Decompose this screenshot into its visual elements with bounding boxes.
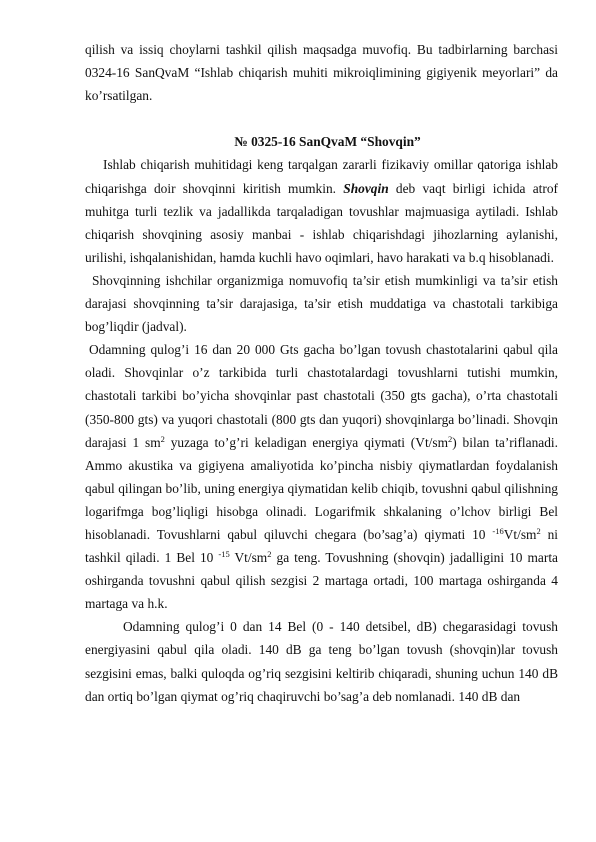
paragraph-noise-effect: Shovqinning ishchilar organizmiga nomuvofiq ta’sir etish mumkinligi va ta’sir etish darajasi shovqinning ta’sir darajasiga, ta’sir etish muddatiga va chastotali tarkibiga bog’liqdir (jadval). bbox=[85, 272, 558, 335]
document-page bbox=[85, 38, 558, 708]
superscript: 2 bbox=[160, 433, 165, 444]
paragraph-text: Ishlab chiqarish muhitidagi keng tarqalgan zararli fizikaviy omillar qatoriga ishlab chiqarishga doir shovqinni kiritish mumkin. bbox=[85, 157, 558, 196]
paragraph-frequency bbox=[85, 338, 558, 615]
section-heading: № 0325-16 SanQvaM “Shovqin” bbox=[234, 134, 421, 150]
paragraph-text: deb vaqt birligi ichida atrof muhitga turli tezlik va jadallikda tarqaladigan tovushlar majmuasiga aytiladi. Ishlab chiqarish shovqining asosiy manbai - ishlab chiqarishdagi jihozlarning aylanishi, urilishi, ishqalanishidan, hamda kuchli havo oqimlari, havo harakati va b.q hisoblanadi. bbox=[85, 180, 558, 265]
intro-paragraph: qilish va issiq choylarni tashkil qilish maqsadga muvofiq. Bu tadbirlarning barchasi 0324-16 SanQvaM “Ishlab chiqarish muhiti mikroiqlimining gigiyenik meyorlari” da ko’rsatilgan. bbox=[85, 42, 558, 104]
paragraph-noise-definition bbox=[85, 153, 558, 268]
spacer bbox=[85, 107, 558, 130]
paragraph-text: Odamning qulog’i 16 dan 20 000 Gts gacha bo’lgan tovush chastotalarini qabul qila oladi. Shovqinlar o’z tarkibida turli chastotalardagi tovushlarni tutishi mumkin, chastotali tarkibi bo’yicha shovqinlar past chastotali (350 gts gacha), o’rta chastotali (350-800 gts) va yuqori chastotali (800 gts dan yuqori) shovqinlarga bo’linadi. Shovqin darajasi 1 sm bbox=[85, 342, 558, 450]
paragraph-text: Vt/sm bbox=[229, 550, 268, 566]
superscript: 2 bbox=[267, 549, 272, 560]
superscript: 2 bbox=[448, 433, 453, 444]
term-shovqin: Shovqin bbox=[343, 180, 389, 196]
paragraph-hearing-range: Odamning qulog’i 0 dan 14 Bel (0 - 140 detsibel, dB) chegarasidagi tovush energiyasini qabul qila oladi. 140 dB ga teng bo’lgan tovush (shovqin)lar tovush sezgisini emas, balki quloqda og’riq sezgisini keltirib chiqaradi, shuning uchun 140 dB dan ortiq bo’lgan qiymat og’riq chaqiruvchi bo’sag’a deb nomlanadi. 140 dB dan bbox=[85, 619, 558, 704]
paragraph-text: ni tashkil qiladi. 1 Bel 10 bbox=[85, 526, 558, 566]
paragraph-text: yuzaga to’g’ri keladigan energiya qiymati (Vt/sm bbox=[164, 434, 449, 450]
superscript: 2 bbox=[536, 525, 541, 536]
paragraph-text: ga teng. Tovushning (shovqin) jadalligini 10 marta oshirganda tovushni qabul qilish sezgisi 2 martaga ortadi, 100 martaga oshirganda 4 martaga va h.k. bbox=[85, 550, 558, 612]
superscript: -15 bbox=[218, 549, 230, 560]
paragraph-text: ) bilan ta’riflanadi. Ammo akustika va gigiyena amaliyotida ko’pincha nisbiy qiymatlardan foydalanish qabul qilingan bo’lib, uning energiya qiymatidan kelib chiqib, tovushni qabul qilishning logarifmga bog’liqligi hisobga olinadi. Logarifmik shkalaning o’lchov birligi Bel hisoblanadi. Tovushlarni qabul qiluvchi chegara (bo’sag’a) qiymati 10 bbox=[85, 434, 558, 542]
superscript: -16 bbox=[492, 525, 504, 536]
paragraph-text: Vt/sm bbox=[503, 526, 537, 542]
